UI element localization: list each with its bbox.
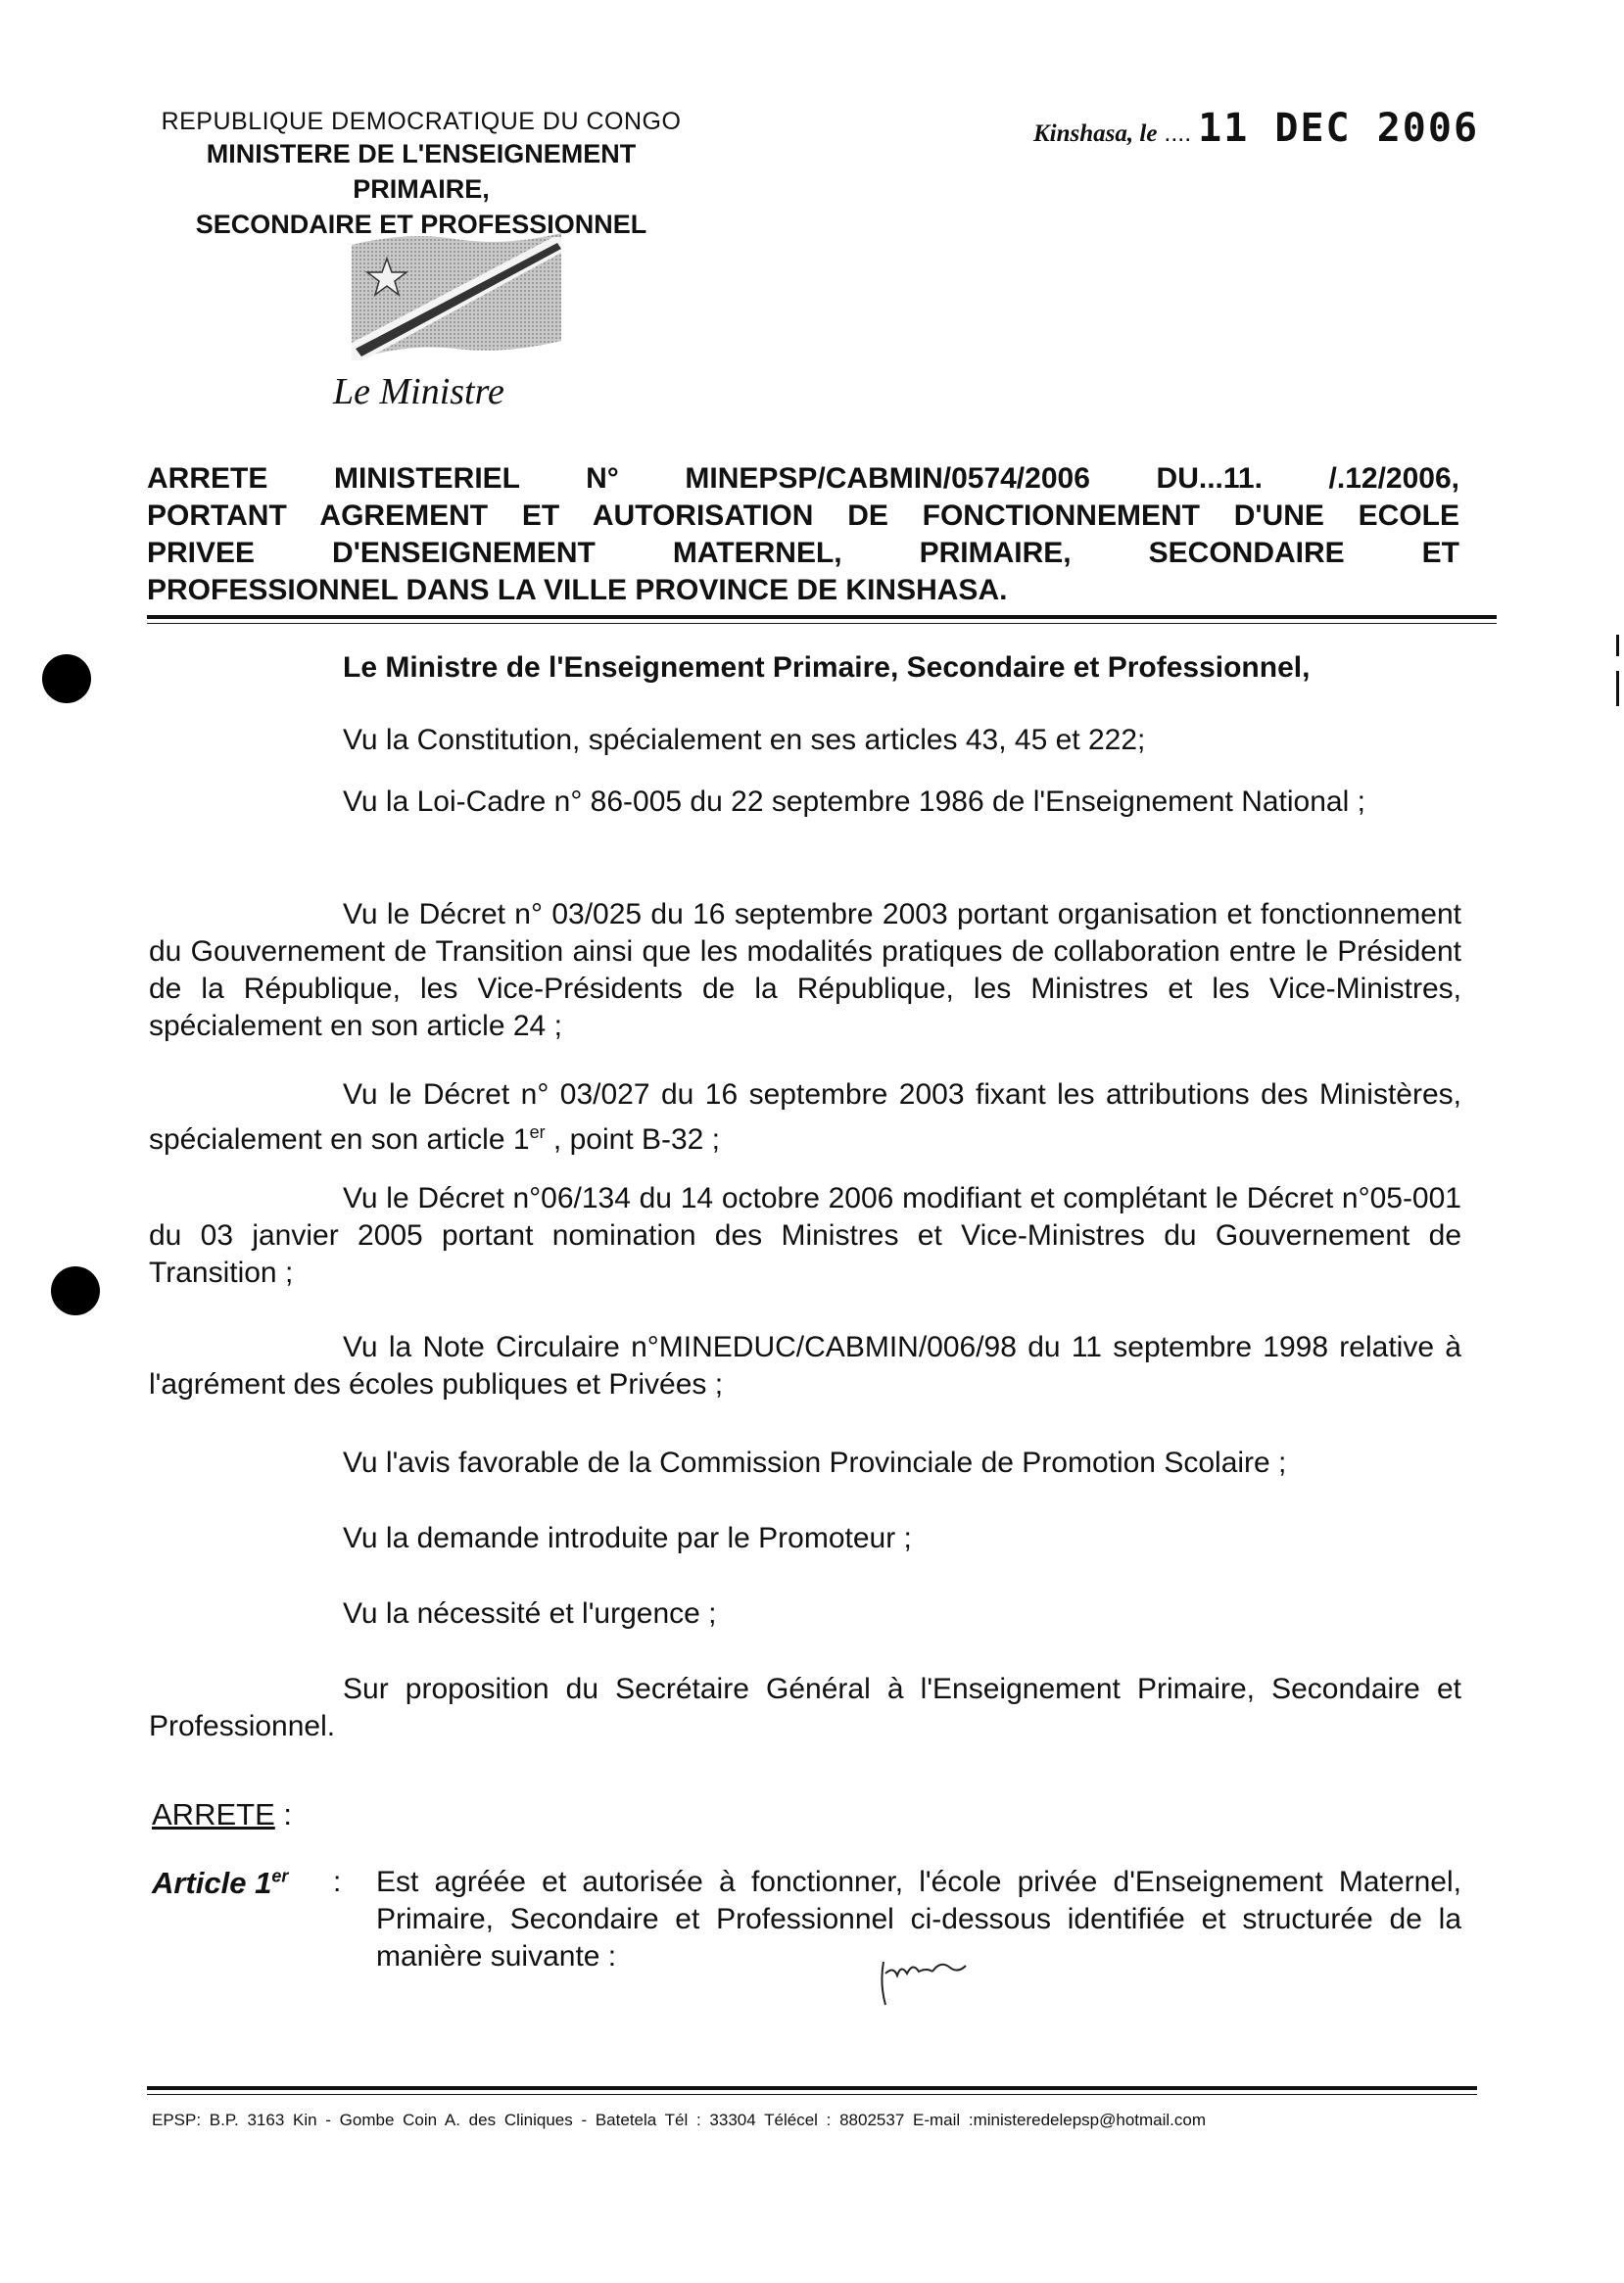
footer-contact: EPSP: B.P. 3163 Kin - Gombe Coin A. des Cliniques - Batetela Tél : 33304 Télécel : 8802537 E-mail :ministeredelepsp@hotmail.com	[152, 2111, 1207, 2129]
article-1-sup: er	[271, 1866, 289, 1886]
article-1-text: Est agréée et autorisée à fonctionner, l'école privée d'Enseignement Maternel, Primaire, Secondaire et Professionnel ci-dessous identifiée et structurée de la manière suivante :	[376, 1866, 1461, 1973]
article-1-label	[152, 1866, 288, 1901]
footer-divider	[147, 2086, 1477, 2090]
punch-hole	[51, 1266, 100, 1315]
date-stamp: 11 DEC 2006	[1198, 106, 1480, 151]
sur-proposition: Sur proposition du Secrétaire Général à l'Enseignement Primaire, Secondaire et Professionnel.	[149, 1673, 1461, 1742]
date-line: Kinshasa, le .... 11 DEC 2006	[1033, 106, 1480, 151]
vu-demande: Vu la demande introduite par le Promoteur ;	[343, 1522, 912, 1554]
vu-decret-06-134: Vu le Décret n°06/134 du 14 octobre 2006 modifiant et complétant le Décret n°05-001 du 03 janvier 2005 portant nomination des Ministres et Vice-Ministres du Gouvernement de Transition ;	[149, 1182, 1461, 1289]
decree-title-line3: PRIVEE D'ENSEIGNEMENT MATERNEL, PRIMAIRE, SECONDAIRE ET	[147, 537, 1459, 569]
arrete-colon: :	[274, 1797, 292, 1831]
decree-title	[147, 460, 1459, 609]
vu-decret-03-027	[149, 1076, 1461, 1159]
arrete-heading	[152, 1797, 292, 1832]
vu-decret-03-027-sup: er	[529, 1122, 546, 1142]
vu-note-circulaire: Vu la Note Circulaire n°MINEDUC/CABMIN/006/98 du 11 septembre 1998 relative à l'agrément des écoles publiques et Privées ;	[149, 1331, 1461, 1401]
drc-flag-icon	[348, 227, 565, 366]
vu-constitution: Vu la Constitution, spécialement en ses articles 43, 45 et 222;	[343, 724, 1146, 756]
vu-decret-03-027-tail: , point B-32 ;	[545, 1123, 721, 1156]
decree-title-line1: ARRETE MINISTERIEL N° MINEPSP/CABMIN/0574/2006 DU...11. /.12/2006,	[147, 462, 1459, 495]
article-1-colon: :	[333, 1866, 342, 1898]
title-divider-thin	[147, 623, 1497, 624]
handwritten-initials	[872, 1954, 979, 2013]
arrete-label: ARRETE	[152, 1797, 275, 1831]
vu-necessite: Vu la nécessité et l'urgence ;	[343, 1597, 717, 1630]
vu-decret-03-027-text: Vu le Décret n° 03/027 du 16 septembre 2003 fixant les attributions des Ministères, spécialement en son article 1	[149, 1078, 1461, 1156]
margin-mark	[1616, 671, 1619, 706]
article-1-label-text: Article 1	[152, 1866, 272, 1900]
letterhead	[147, 108, 695, 242]
signatory-title: Le Ministre	[333, 371, 504, 412]
decree-title-line4: PROFESSIONNEL DANS LA VILLE PROVINCE DE KINSHASA.	[147, 574, 1008, 606]
ministry-name-line1: MINISTERE DE L'ENSEIGNEMENT PRIMAIRE,	[206, 139, 637, 204]
footer-divider-thin	[147, 2094, 1477, 2095]
preamble-heading: Le Ministre de l'Enseignement Primaire, Secondaire et Professionnel,	[343, 651, 1311, 684]
vu-decret-03-025: Vu le Décret n° 03/025 du 16 septembre 2003 portant organisation et fonctionnement du Gouvernement de Transition ainsi que les modalités pratiques de collaboration entre le Président de la République, les Vice-Présidents de la République, les Ministres et les Vice-Ministres, spécialement en son article 24 ;	[149, 898, 1461, 1042]
margin-mark	[1616, 635, 1619, 656]
punch-hole	[42, 654, 91, 703]
title-divider	[147, 615, 1497, 619]
vu-loi-cadre: Vu la Loi-Cadre n° 86-005 du 22 septembre 1986 de l'Enseignement National ;	[343, 785, 1365, 818]
vu-avis-favorable: Vu l'avis favorable de la Commission Provinciale de Promotion Scolaire ;	[343, 1447, 1287, 1479]
ministry-name-line2: SECONDAIRE ET PROFESSIONNEL	[195, 210, 647, 239]
decree-title-line2: PORTANT AGREMENT ET AUTORISATION DE FONCTIONNEMENT D'UNE ECOLE	[147, 499, 1459, 532]
republic-name: REPUBLIQUE DEMOCRATIQUE DU CONGO	[161, 108, 682, 135]
date-place-label: Kinshasa, le	[1033, 120, 1158, 147]
